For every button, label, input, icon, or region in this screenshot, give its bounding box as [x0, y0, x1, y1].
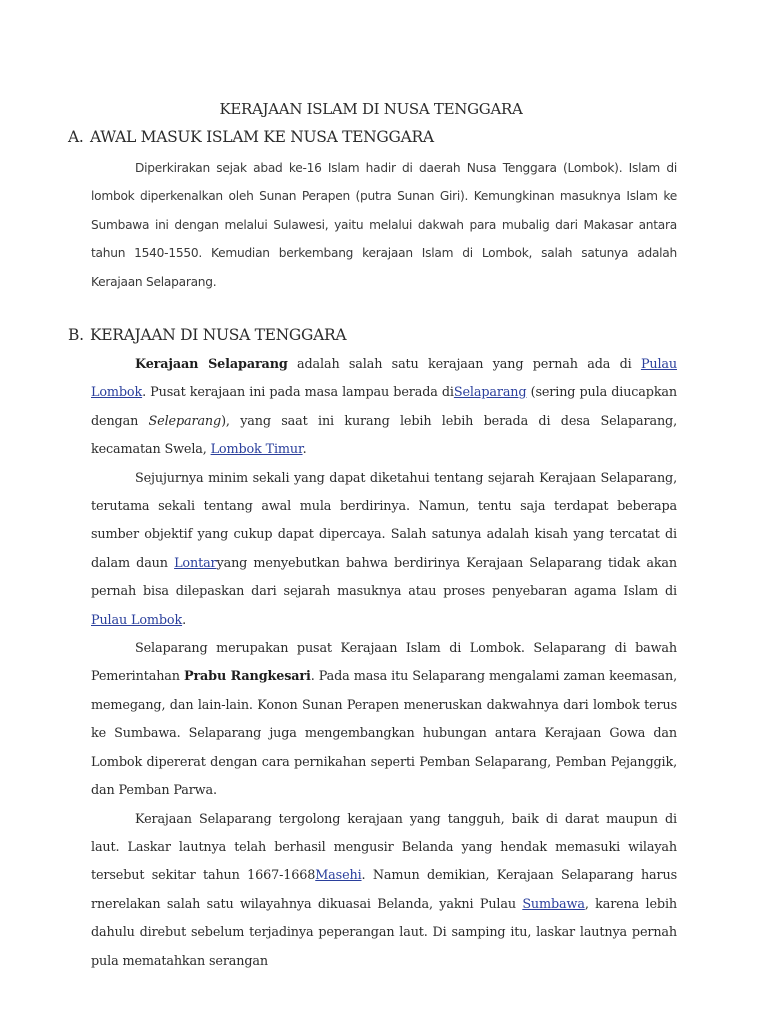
- link-lombok-timur[interactable]: Lombok Timur: [210, 442, 303, 458]
- text-run: Kerajaan Selaparang tergolong kerajaan yang tangguh, baik di darat maupun di laut. Laskar lautnya telah berhasil mengusir Belanda yang hendak memasuki wilayah tersebut sekitar tahun 1667-1668: [91, 811, 677, 884]
- section-b-heading: [68, 326, 346, 344]
- text-run: yang menyebutkan bahwa berdirinya Kerajaan Selaparang tidak akan pernah bisa dilepaskan dari sejarah masuknya atau proses penyebaran agama Islam di: [91, 555, 677, 600]
- bold-term-prabu-rangkesari: Prabu Rangkesari: [183, 669, 311, 685]
- section-b-letter: B.: [68, 326, 84, 344]
- section-b-paragraph-4: [91, 806, 677, 976]
- link-selaparang[interactable]: Selaparang: [453, 385, 527, 401]
- text-run: (sering pula diucapkan dengan: [91, 385, 677, 429]
- section-b-paragraph-1: [91, 351, 677, 465]
- text-run: ), yang saat ini kurang lebih lebih berada di desa Selaparang, kecamatan Swela,: [91, 413, 677, 458]
- section-a-body: [91, 154, 677, 296]
- text-run: .: [182, 612, 186, 628]
- section-a-letter: A.: [68, 128, 84, 146]
- link-pulau-lombok-2[interactable]: Pulau Lombok: [91, 612, 183, 628]
- link-masehi[interactable]: Masehi: [315, 868, 362, 884]
- text-run: . Pada masa itu Selaparang mengalami zaman keemasan, memegang, dan lain-lain. Konon Sunan Perapen meneruskan dakwahnya dari lombok terus ke Sumbawa. Selaparang juga mengembangkan hubungan antara Kerajaan Gowa dan Lombok dipererat dengan cara pernikahan seperti Pemban Selaparang, Pemban Pejanggik, dan Pemban Parwa.: [91, 669, 678, 799]
- document-title: KERAJAAN ISLAM DI NUSA TENGGARA: [219, 100, 523, 118]
- section-a-heading-text: AWAL MASUK ISLAM KE NUSA TENGGARA: [90, 128, 434, 146]
- text-run: adalah salah satu kerajaan yang pernah ada di: [287, 357, 641, 372]
- bold-term-kerajaan-selaparang: Kerajaan Selaparang: [135, 357, 288, 372]
- link-lontar[interactable]: Lontar: [174, 555, 217, 571]
- text-run: Sejujurnya minim sekali yang dapat diketahui tentang sejarah Kerajaan Selaparang, terutama sekali tentang awal mula berdirinya. Namun, tentu saja terdapat beberapa sumber objektif yang cukup dapat dipercaya. Salah satunya adalah kisah yang tercatat di dalam daun: [91, 470, 677, 571]
- section-b-paragraph-2: [91, 465, 677, 635]
- section-a-heading: [68, 128, 434, 146]
- section-b-heading-text: KERAJAAN DI NUSA TENGGARA: [90, 326, 347, 344]
- italic-term-seleparang: Seleparang: [148, 413, 222, 429]
- section-b-body: [91, 351, 677, 976]
- link-pulau-lombok[interactable]: Pulau Lombok: [91, 357, 678, 401]
- text-run: Selaparang merupakan pusat Kerajaan Islam di Lombok. Selaparang di bawah Pemerintahan: [91, 641, 677, 685]
- text-run: . Namun demikian, Kerajaan Selaparang harus rnerelakan salah satu wilayahnya dikuasai Belanda, yakni Pulau: [91, 868, 677, 912]
- section-a-paragraph: Diperkirakan sejak abad ke-16 Islam hadir di daerah Nusa Tenggara (Lombok). Islam di lombok diperkenalkan oleh Sunan Perapen (putra Sunan Giri). Kemungkinan masuknya Islam ke Sumbawa ini dengan melalui Sulawesi, yaitu melalui dakwah para mubalig dari Makasar antara tahun 1540-1550. Kemudian berkembang kerajaan Islam di Lombok, salah satunya adalah Kerajaan Selaparang.: [91, 161, 677, 289]
- text-run: . Pusat kerajaan ini pada masa lampau berada di: [142, 385, 454, 401]
- link-sumbawa[interactable]: Sumbawa: [522, 896, 585, 912]
- section-b-paragraph-3: [91, 635, 677, 805]
- text-run: .: [302, 442, 307, 458]
- text-run: , karena lebih dahulu direbut sebelum terjadinya peperangan laut. Di samping itu, laskar lautnya pernah pula mematahkan serangan: [91, 896, 677, 969]
